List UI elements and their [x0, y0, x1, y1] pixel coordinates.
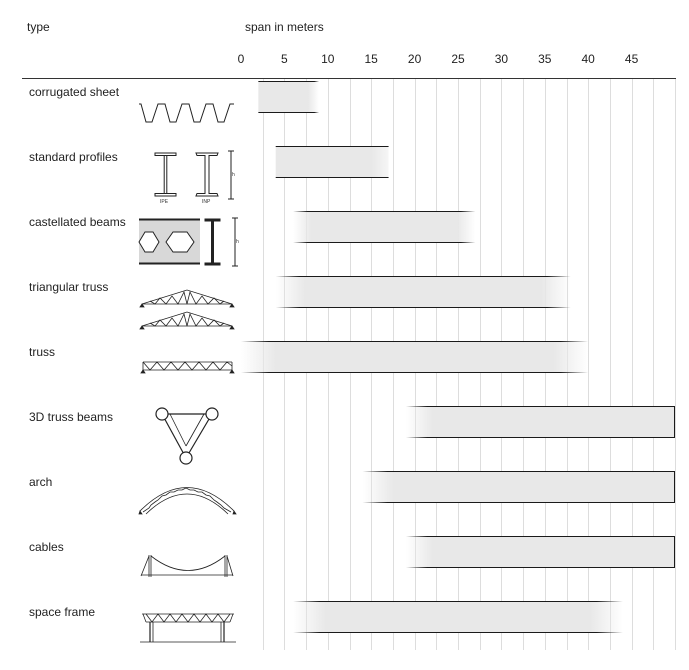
type-label: standard profiles: [29, 150, 118, 164]
span-bar-fill: [276, 276, 571, 308]
span-bar-fill: [406, 406, 675, 438]
type-label: 3D truss beams: [29, 410, 114, 424]
span-bar-edge: [258, 81, 319, 82]
span-bar-edge: [241, 341, 588, 342]
span-bar-edge: [406, 437, 675, 438]
span-bar-edge: [406, 536, 675, 537]
x-tick-label: 30: [494, 52, 509, 66]
type-label: space frame: [29, 605, 96, 619]
x-tick-label: 10: [321, 52, 335, 66]
x-tick-label: 15: [364, 52, 378, 66]
space-frame-icon: [140, 614, 236, 642]
span-bar-edge: [406, 406, 675, 407]
span-bar: [363, 471, 675, 503]
span-bar: [276, 276, 571, 308]
x-tick-label: 25: [451, 52, 465, 66]
x-tick-label: 20: [407, 52, 422, 66]
type-label: arch: [29, 475, 53, 489]
span-bar-edge: [276, 146, 389, 147]
type-label: cables: [29, 540, 64, 554]
truss-icon: [141, 362, 234, 373]
span-bar-edge: [293, 211, 475, 212]
type-label: castellated beams: [29, 215, 126, 229]
span-bar-fill: [241, 341, 588, 373]
type-label: corrugated sheet: [29, 85, 120, 99]
span-bar-fill: [406, 536, 675, 568]
span-bar-edge: [241, 372, 588, 373]
triangular-truss-icon: [140, 290, 234, 329]
span-bar: [276, 146, 389, 178]
span-bar-edge: [293, 601, 623, 602]
span-bar: [241, 341, 588, 373]
span-bar-edge: [293, 632, 623, 633]
standard-profiles-icon: [155, 151, 234, 199]
span-bar-fill: [293, 211, 475, 243]
x-tick-label: 40: [581, 52, 595, 66]
span-bar-fill: [293, 601, 623, 633]
span-bar: [406, 406, 675, 438]
type-column-header: type: [27, 20, 50, 34]
span-bar-edge: [363, 502, 675, 503]
span-bar: [406, 536, 675, 568]
3d-truss-beams-icon: [156, 408, 218, 464]
profile-height-caption: h: [232, 172, 235, 178]
type-label: triangular truss: [29, 280, 109, 294]
x-tick-label: 5: [281, 52, 288, 66]
span-bar-edge: [293, 242, 475, 243]
span-bar-edge: [276, 307, 571, 308]
span-bar-fill: [363, 471, 675, 503]
span-column-header: span in meters: [245, 20, 324, 34]
span-bar-fill: [276, 146, 389, 178]
corrugated-sheet-icon: [139, 104, 234, 122]
span-bar: [258, 81, 319, 113]
span-bar-edge: [406, 567, 675, 568]
castellated-height-caption: h: [236, 239, 239, 245]
x-tick-label: 45: [624, 52, 639, 66]
span-bar-edge: [363, 471, 675, 472]
span-bar: [293, 211, 475, 243]
type-label: truss: [29, 345, 56, 359]
span-bar-edge: [276, 276, 571, 277]
span-bar: [293, 601, 623, 633]
cables-icon: [141, 555, 233, 577]
span-bar-edge: [276, 177, 389, 178]
x-tick-label: 0: [237, 52, 245, 66]
castellated-beams-icon: [139, 218, 238, 266]
span-bar-fill: [258, 81, 319, 113]
inp-caption: INP: [202, 199, 211, 205]
arch-icon: [139, 488, 236, 515]
x-tick-label: 35: [538, 52, 552, 66]
ipe-caption: IPE: [160, 199, 169, 205]
span-bar-edge: [258, 112, 319, 113]
